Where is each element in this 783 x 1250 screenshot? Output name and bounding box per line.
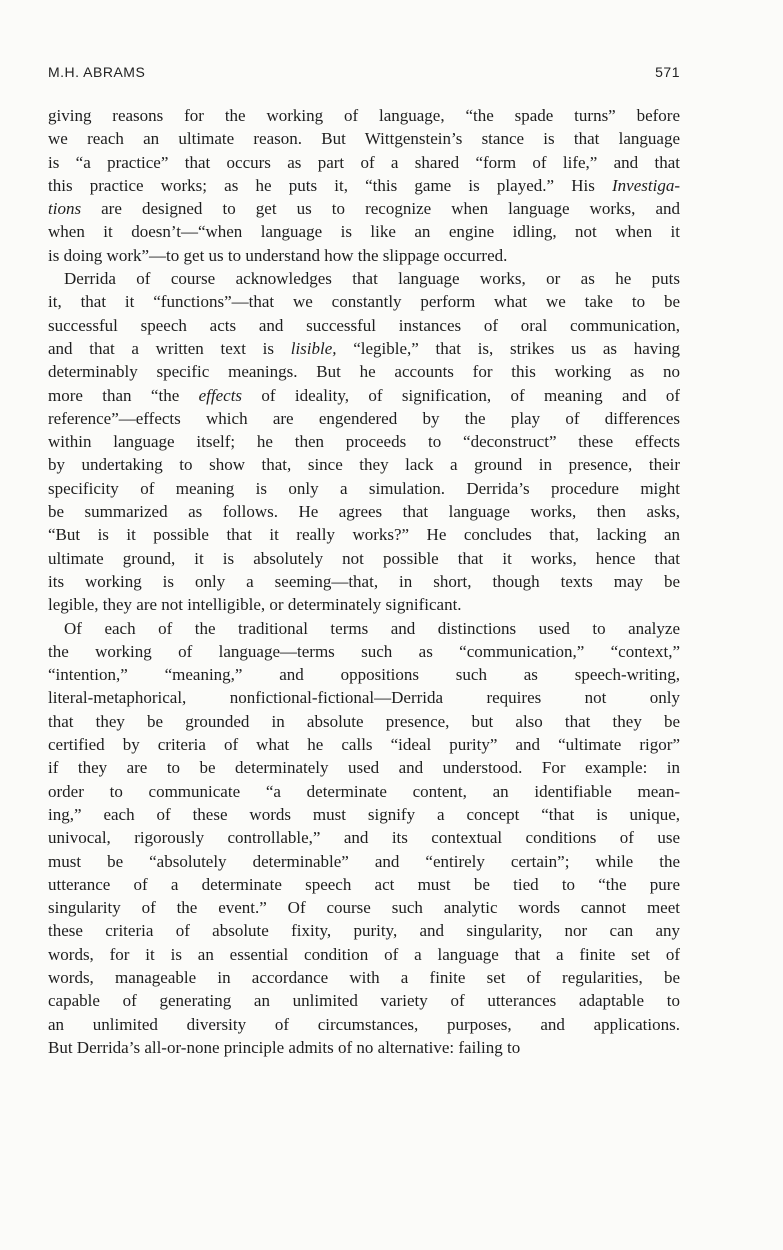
text-line (48, 1013, 680, 1036)
text-run: are designed to get us to recognize when language works, and (81, 199, 680, 219)
text-run: “legible,” that is, strikes us as having (336, 338, 680, 358)
italic-text: tions (48, 199, 82, 219)
text-run: and that a written text is (48, 338, 291, 358)
text-line (48, 151, 680, 174)
text-run: must be “absolutely determinable” and “entirely certain”; while the (48, 851, 680, 871)
text-line (48, 407, 680, 430)
text-run: we reach an ultimate reason. But Wittgenstein’s stance is that language (48, 129, 680, 149)
text-line (48, 197, 680, 220)
text-line (48, 477, 680, 500)
text-run: literal-metaphorical, nonfictional-fictional—Derrida requires not only (48, 688, 680, 708)
italic-text: lisible, (290, 338, 337, 358)
text-run: legible, they are not intelligible, or determinately significant. (48, 595, 462, 615)
text-run: the working of language—terms such as “communication,” “context,” (48, 641, 680, 661)
page-number: 571 (655, 64, 680, 80)
text-run: specificity of meaning is only a simulation. Derrida’s procedure might (48, 478, 680, 498)
text-run: its working is only a seeming—that, in short, though texts may be (48, 571, 680, 591)
text-run: reference”—effects which are engendered by the play of differences (48, 408, 680, 428)
text-run: certified by criteria of what he calls “ideal purity” and “ultimate rigor” (48, 735, 680, 755)
text-run: Derrida of course acknowledges that language works, or as he puts (64, 269, 680, 289)
text-line (48, 663, 680, 686)
text-line (48, 127, 680, 150)
text-line (48, 337, 680, 360)
text-run: Of each of the traditional terms and distinctions used to analyze (64, 618, 680, 638)
paragraph (48, 104, 680, 267)
text-line (48, 570, 680, 593)
text-line (48, 430, 680, 453)
text-run: giving reasons for the working of language, “the spade turns” before (48, 106, 680, 125)
italic-text: Investiga- (612, 175, 680, 195)
text-run: an unlimited diversity of circumstances, purposes, and applications. (48, 1014, 680, 1034)
text-line (48, 220, 680, 243)
text-line (48, 523, 680, 546)
text-run: ultimate ground, it is absolutely not possible that it works, hence that (48, 548, 680, 568)
text-line (48, 780, 680, 803)
text-run: is “a practice” that occurs as part of a shared “form of life,” and that (48, 152, 680, 172)
text-line (48, 453, 680, 476)
italic-text: effects (198, 385, 243, 405)
text-run: more than “the (48, 385, 199, 405)
text-line (48, 710, 680, 733)
paragraph (48, 267, 680, 616)
text-run: when it doesn’t—“when language is like an engine idling, not when it (48, 222, 680, 242)
text-run: is doing work”—to get us to understand how the slippage occurred. (48, 245, 508, 265)
text-run: words, manageable in accordance with a finite set of regularities, be (48, 967, 680, 987)
text-run: words, for it is an essential condition of a language that a finite set of (48, 944, 680, 964)
text-line (48, 314, 680, 337)
text-line (48, 1036, 680, 1059)
text-run: these criteria of absolute fixity, purity, and singularity, nor can any (48, 921, 680, 941)
paragraph (48, 617, 680, 1060)
text-line (48, 756, 680, 779)
text-run: utterance of a determinate speech act must be tied to “the pure (48, 874, 680, 894)
text-run: be summarized as follows. He agrees that language works, then asks, (48, 502, 680, 522)
text-run: by undertaking to show that, since they lack a ground in presence, their (48, 455, 680, 475)
text-line (48, 500, 680, 523)
text-run: it, that it “functions”—that we constantly perform what we take to be (48, 292, 680, 312)
text-line (48, 896, 680, 919)
text-line (48, 244, 680, 267)
text-line (48, 943, 680, 966)
text-line (48, 267, 680, 290)
text-run: ing,” each of these words must signify a concept “that is unique, (48, 804, 680, 824)
text-run: univocal, rigorously controllable,” and its contextual conditions of use (48, 828, 680, 848)
text-line (48, 384, 680, 407)
text-run: successful speech acts and successful instances of oral communication, (48, 315, 680, 335)
running-head-author: M.H. ABRAMS (48, 64, 146, 80)
text-line (48, 733, 680, 756)
text-run: capable of generating an unlimited variety of utterances adaptable to (48, 991, 680, 1011)
text-run: “intention,” “meaning,” and oppositions such as speech-writing, (48, 665, 680, 685)
text-run: order to communicate “a determinate content, an identifiable mean- (48, 781, 680, 801)
text-run: singularity of the event.” Of course such analytic words cannot meet (48, 898, 680, 918)
text-run: determinably specific meanings. But he accounts for this working as no (48, 362, 680, 382)
text-run: within language itself; he then proceeds to “deconstruct” these effects (48, 432, 680, 452)
text-line (48, 850, 680, 873)
text-line (48, 547, 680, 570)
text-line (48, 686, 680, 709)
text-run: this practice works; as he puts it, “this game is played.” His (48, 175, 613, 195)
running-head (48, 64, 680, 84)
text-line (48, 989, 680, 1012)
text-run: “But is it possible that it really works?” He concludes that, lacking an (48, 525, 680, 545)
text-line (48, 290, 680, 313)
text-run: that they be grounded in absolute presence, but also that they be (48, 711, 680, 731)
body-text (48, 104, 680, 1059)
text-line (48, 360, 680, 383)
text-line (48, 826, 680, 849)
text-line (48, 803, 680, 826)
text-line (48, 104, 680, 127)
text-line (48, 174, 680, 197)
text-run: of ideality, of signification, of meaning and of (242, 385, 680, 405)
text-line (48, 640, 680, 663)
text-line (48, 617, 680, 640)
text-line (48, 919, 680, 942)
text-run: if they are to be determinately used and understood. For example: in (48, 758, 680, 778)
text-line (48, 966, 680, 989)
text-run: But Derrida’s all-or-none principle admits of no alternative: failing to (48, 1037, 521, 1057)
text-line (48, 873, 680, 896)
text-line (48, 593, 680, 616)
